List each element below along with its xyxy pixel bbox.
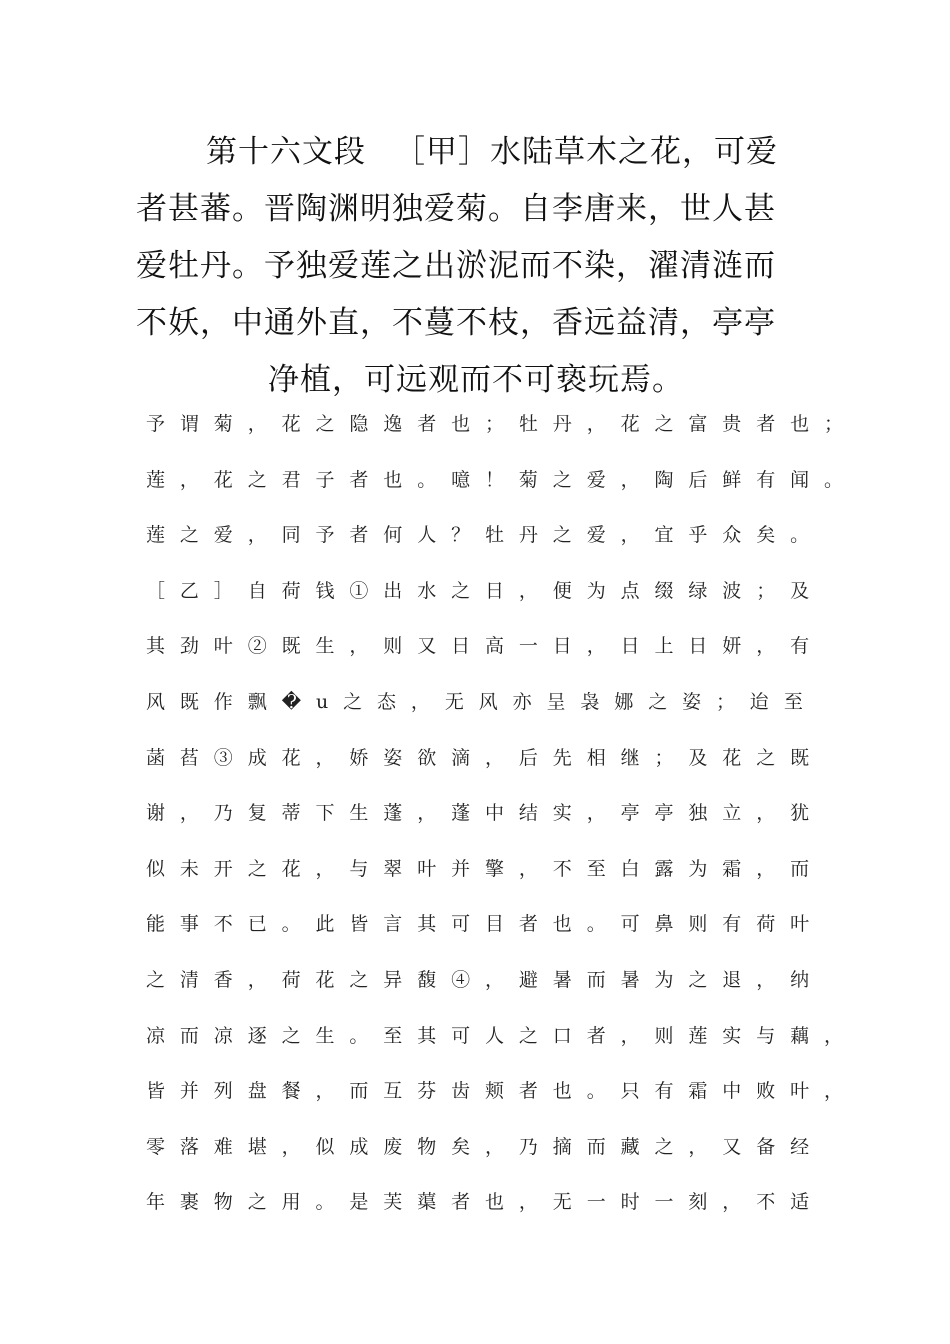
heading-line-2: 者甚蕃。晋陶渊明独爱菊。自李唐来，世人甚 xyxy=(136,191,776,227)
body-line: 似未开之花，与翠叶并擎，不至白露为霜，而 xyxy=(146,857,825,880)
body-text-block xyxy=(146,406,858,1240)
heading-line-3: 爱牡丹。予独爱莲之出淤泥而不染，濯清涟而 xyxy=(136,248,776,284)
body-line: 菡萏③成花，娇姿欲滴，后先相继；及花之既 xyxy=(146,746,825,769)
body-line: ［乙］自荷钱①出水之日，便为点缀绿波；及 xyxy=(146,579,825,602)
body-line: 能事不已。此皆言其可目者也。可鼻则有荷叶 xyxy=(146,913,825,936)
heading-text-line-1: 水陆草木之花，可爱 xyxy=(490,134,778,170)
heading-block xyxy=(136,124,826,409)
body-line: 谢，乃复蒂下生蓬，蓬中结实，亭亭独立，犹 xyxy=(146,802,825,825)
body-line: 零落难堪，似成废物矣，乃摘而藏之，又备经 xyxy=(146,1135,825,1158)
body-line: 其劲叶②既生，则又日高一日，日上日妍，有 xyxy=(146,635,825,658)
section-label: 第十六文段 xyxy=(206,134,366,170)
heading-line-1 xyxy=(136,124,826,181)
body-line: 予谓菊，花之隐逸者也；牡丹，花之富贵者也； xyxy=(146,413,858,435)
body-line: 风既作飘�u之态，无风亦呈袅娜之姿；迨至 xyxy=(146,690,818,713)
body-line: 莲，花之君子者也。噫！菊之爱，陶后鲜有闻。 xyxy=(146,468,858,491)
heading-line-5: 净植，可远观而不可亵玩焉。 xyxy=(268,362,684,398)
body-line: 年裹物之用。是芙蕖者也，无一时一刻，不适 xyxy=(146,1191,825,1214)
body-line: 莲之爱，同予者何人？牡丹之爱，宜乎众矣。 xyxy=(146,524,825,547)
body-line: 之清香，荷花之异馥④，避暑而暑为之退，纳 xyxy=(146,968,825,991)
body-line: 凉而凉逐之生。至其可人之口者，则莲实与藕， xyxy=(146,1024,858,1047)
body-line: 皆并列盘餐，而互芬齿颊者也。只有霜中败叶， xyxy=(146,1080,858,1103)
part-label: ［甲］ xyxy=(394,134,490,170)
heading-line-4: 不妖，中通外直，不蔓不枝，香远益清，亭亭 xyxy=(136,305,776,341)
